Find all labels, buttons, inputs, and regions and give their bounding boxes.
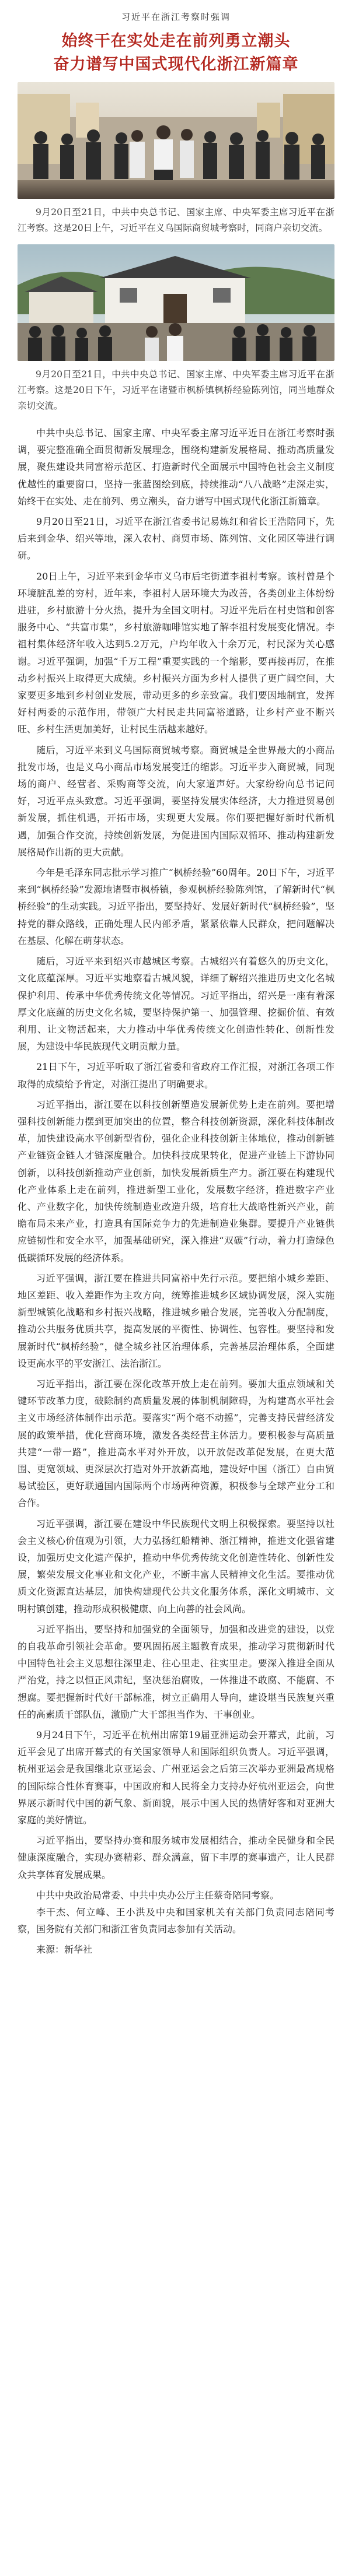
paragraph: 20日上午，习近平来到金华市义乌市后宅街道李祖村考察。该村曾是个环境脏乱差的穷村，近年来，李祖村人居环境大为改善，各类创业主体纷纷进驻，乡村旅游十分火热，提升为全国文明村。习近平先后在村史馆和创客服务中心、“共富市集”，乡村旅游咖啡馆实地了解李祖村发展变化情况。李祖村集体经济年收入达到5.2万元，户均年收入十余万元，村民深为关心感谢。习近平强调，加强“千万工程”重要实践的一个缩影，要再接再厉，在推动乡村振兴上取得更大成绩。乡村振兴方面为乡村人提供了更广阔空间，大家要更多地到乡村创业发展，带动更多的乡亲致富。我们要因地制宜，发挥好村两委的示范作用，带领广大村民走共同富裕道路，让乡村产业不断兴旺、乡村生活更加美好，让村民生活越来越好。 xyxy=(18,570,334,735)
headline xyxy=(18,30,334,76)
paragraph: 随后，习近平来到绍兴市越城区考察。古城绍兴有着悠久的历史文化，文化底蕴深厚。习近平实地察看古城风貌，详细了解绍兴推进历史文化名城保护利用、传承中华优秀传统文化等情况。习近平指出，绍兴是一座有着深厚文化底蕴的历史文化名城，要坚持保护第一、加强管理、挖掘价值、有效利用、让文物活起来，大力推动中华优秀传统文化创造性转化、创新性发展，为建设中华民族现代文明贡献力量。 xyxy=(18,956,334,1052)
photo-caption-1: 9月20日至21日，中共中央总书记、国家主席、中央军委主席习近平在浙江考察。这是20日上午，习近平在义乌国际商贸城考察时，同商户亲切交流。 xyxy=(18,207,334,233)
kicker: 习近平在浙江考察时强调 xyxy=(121,12,231,22)
paragraph: 21日下午，习近平听取了浙江省委和省政府工作汇报，对浙江各项工作取得的成绩给予肯定，对浙江提出了明确要求。 xyxy=(18,1061,334,1090)
paragraph: 李干杰、何立峰、王小洪及中央和国家机关有关部门负责同志陪同考察，国务院有关部门和浙江省负责同志参加有关活动。 xyxy=(18,1907,334,1935)
paragraph: 中共中央总书记、国家主席、中央军委主席习近平近日在浙江考察时强调，要完整准确全面贯彻新发展理念，围绕构建新发展格局、推动高质量发展，聚焦建设共同富裕示范区、打造新时代全面展示中国特色社会主义制度优越性的重要窗口，坚持一张蓝图绘到底，持续推动“八八战略”走深走实，始终干在实处、走在前列、勇立潮头，奋力谱写中国式现代化浙江新篇章。 xyxy=(18,427,334,507)
paragraph: 习近平指出，浙江要在以科技创新塑造发展新优势上走在前列。要把增强科技创新能力摆到更加突出的位置，整合科技创新资源，深化科技体制改革，加快建设高水平创新型省份，强化企业科技创新主体地位，推动创新链产业链资金链人才链深度融合。加快科技成果转化，促进产业链上下游协同创新，以科技创新推动产业创新，加快发展新质生产力。浙江要在构建现代化产业体系上走在前列，推进新型工业化，发展数字经济，推进数字产业化、产业数字化，加快传统制造业改造升级，培育壮大战略性新兴产业，前瞻布局未来产业，打造具有国际竞争力的先进制造业集群。要提升产业链供应链韧性和安全水平，加强基础研究，深入推进“双碳”行动，着力打造绿色低碳循环发展的经济体系。 xyxy=(18,1099,334,1264)
paragraph: 9月24日下午，习近平在杭州出席第19届亚洲运动会开幕式，此前，习近平会见了出席开幕式的有关国家领导人和国际组织负责人。习近平强调，杭州亚运会是我国继北京亚运会、广州亚运会之后第三次举办亚洲最高规格的国际综合性体育赛事，中国政府和人民将全力支持办好杭州亚运会，向世界展示新时代中国的新气象、新面貌，展示中国人民的热情好客和对亚洲大家庭的美好情谊。 xyxy=(18,1729,334,1826)
source-credit: 来源：新华社 xyxy=(36,1944,93,1956)
photo-village-visit xyxy=(18,244,334,361)
market-photo-image xyxy=(18,82,334,199)
paragraph: 习近平指出，要坚持办赛和服务城市发展相结合，推动全民健身和全民健康深度融合，实现办赛精彩、群众满意，留下丰厚的赛事遗产，让人民群众共享体育发展成果。 xyxy=(18,1835,334,1880)
paragraph: 习近平强调，浙江要在建设中华民族现代文明上积极探索。要坚持以社会主义核心价值观为引领，大力弘扬红船精神、浙江精神，推进文化强省建设，加强历史文化遗产保护，推动中华优秀传统文化创造性转化、创新性发展，繁荣发展文化事业和文化产业，不断丰富人民精神文化生活。要推动优质文化资源直达基层，加快构建现代公共文化服务体系，深化文明城市、文明村镇创建，推动形成积极健康、向上向善的社会风尚。 xyxy=(18,1518,334,1615)
paragraph: 随后，习近平来到义乌国际商贸城考察。商贸城是全世界最大的小商品批发市场，也是义乌小商品市场发展变迁的缩影。习近平步入商贸城，同现场的商户、经营者、采购商等交流，向大家道声好。大家纷纷向总书记问好，习近平点头致意。习近平强调，要坚持发展实体经济，大力推进贸易创新发展，抓住机遇，开拓市场，实现更大发展。你们要把握好新时代新机遇，加强合作交流，持续创新发展，为促进国内国际双循环、推动构建新发展格局作出新的更大贡献。 xyxy=(18,744,334,858)
paragraph: 9月20日至21日，习近平在浙江省委书记易炼红和省长王浩陪同下，先后来到金华、绍兴等地，深入农村、商贸市场、陈列馆、文化园区等进行调研。 xyxy=(18,516,334,561)
headline-line-2: 奋力谱写中国式现代化浙江新篇章 xyxy=(53,55,299,73)
paragraph: 今年是毛泽东同志批示学习推广“枫桥经验”60周年。20日下午，习近平来到“枫桥经验”发源地诸暨市枫桥镇，参观枫桥经验陈列馆，了解新时代“枫桥经验”的生动实践。习近平指出，要坚持好、发展好新时代“枫桥经验”，坚持党的群众路线，正确处理人民内部矛盾，紧紧依靠人民群众，把问题解决在基层、化解在萌芽状态。 xyxy=(18,867,334,946)
paragraph: 习近平强调，浙江要在推进共同富裕中先行示范。要把缩小城乡差距、地区差距、收入差距作为主攻方向，统筹推进城乡区域协调发展，深入实施新型城镇化战略和乡村振兴战略，推进城乡融合发展，完善收入分配制度，推动公共服务优质共享，提高发展的平衡性、协调性、包容性。要坚持和发展新时代“枫桥经验”，健全城乡社区治理体系，完善基层治理体系，全面建设更高水平的平安浙江、法治浙江。 xyxy=(18,1272,334,1369)
paragraph: 习近平指出，要坚持和加强党的全面领导，加强和改进党的建设，以党的自我革命引领社会革命。要巩固拓展主题教育成果，推动学习贯彻新时代中国特色社会主义思想往深里走、往心里走、往实里走。要深入推进全面从严治党，持之以恒正风肃纪，坚决惩治腐败，一体推进不敢腐、不能腐、不想腐。要把握新时代好干部标准，树立正确用人导向，建设堪当民族复兴重任的高素质干部队伍，激励广大干部担当作为、干事创业。 xyxy=(18,1623,334,1720)
paragraph: 习近平指出，浙江要在深化改革开放上走在前列。要加大重点领域和关键环节改革力度，破除制约高质量发展的体制机制障碍，为构建高水平社会主义市场经济体制作出示范。要落实“两个毫不动摇”，完善支持民营经济发展的政策举措，优化营商环境，激发各类经营主体活力。要积极参与高质量共建“一带一路”，推进高水平对外开放，以开放促改革促发展，在更大范围、更宽领域、更深层次打造对外开放新高地，建设好中国（浙江）自由贸易试验区，更好联通国内国际两个市场两种资源，积极参与全球产业分工和合作。 xyxy=(18,1378,334,1509)
article-header xyxy=(18,0,334,76)
article-footer xyxy=(18,1941,334,1958)
photo-market-visit xyxy=(18,82,334,199)
village-photo-image xyxy=(18,244,334,361)
headline-line-1: 始终干在实处走在前列勇立潮头 xyxy=(61,32,291,50)
article-body xyxy=(18,424,334,1938)
paragraph: 中共中央政治局常委、中共中央办公厅主任蔡奇陪同考察。 xyxy=(36,1889,280,1901)
photo-caption-2: 9月20日至21日，中共中央总书记、国家主席、中央军委主席习近平在浙江考察。这是20日下午，习近平在诸暨市枫桥镇枫桥经验陈列馆，同当地群众亲切交流。 xyxy=(18,369,334,411)
